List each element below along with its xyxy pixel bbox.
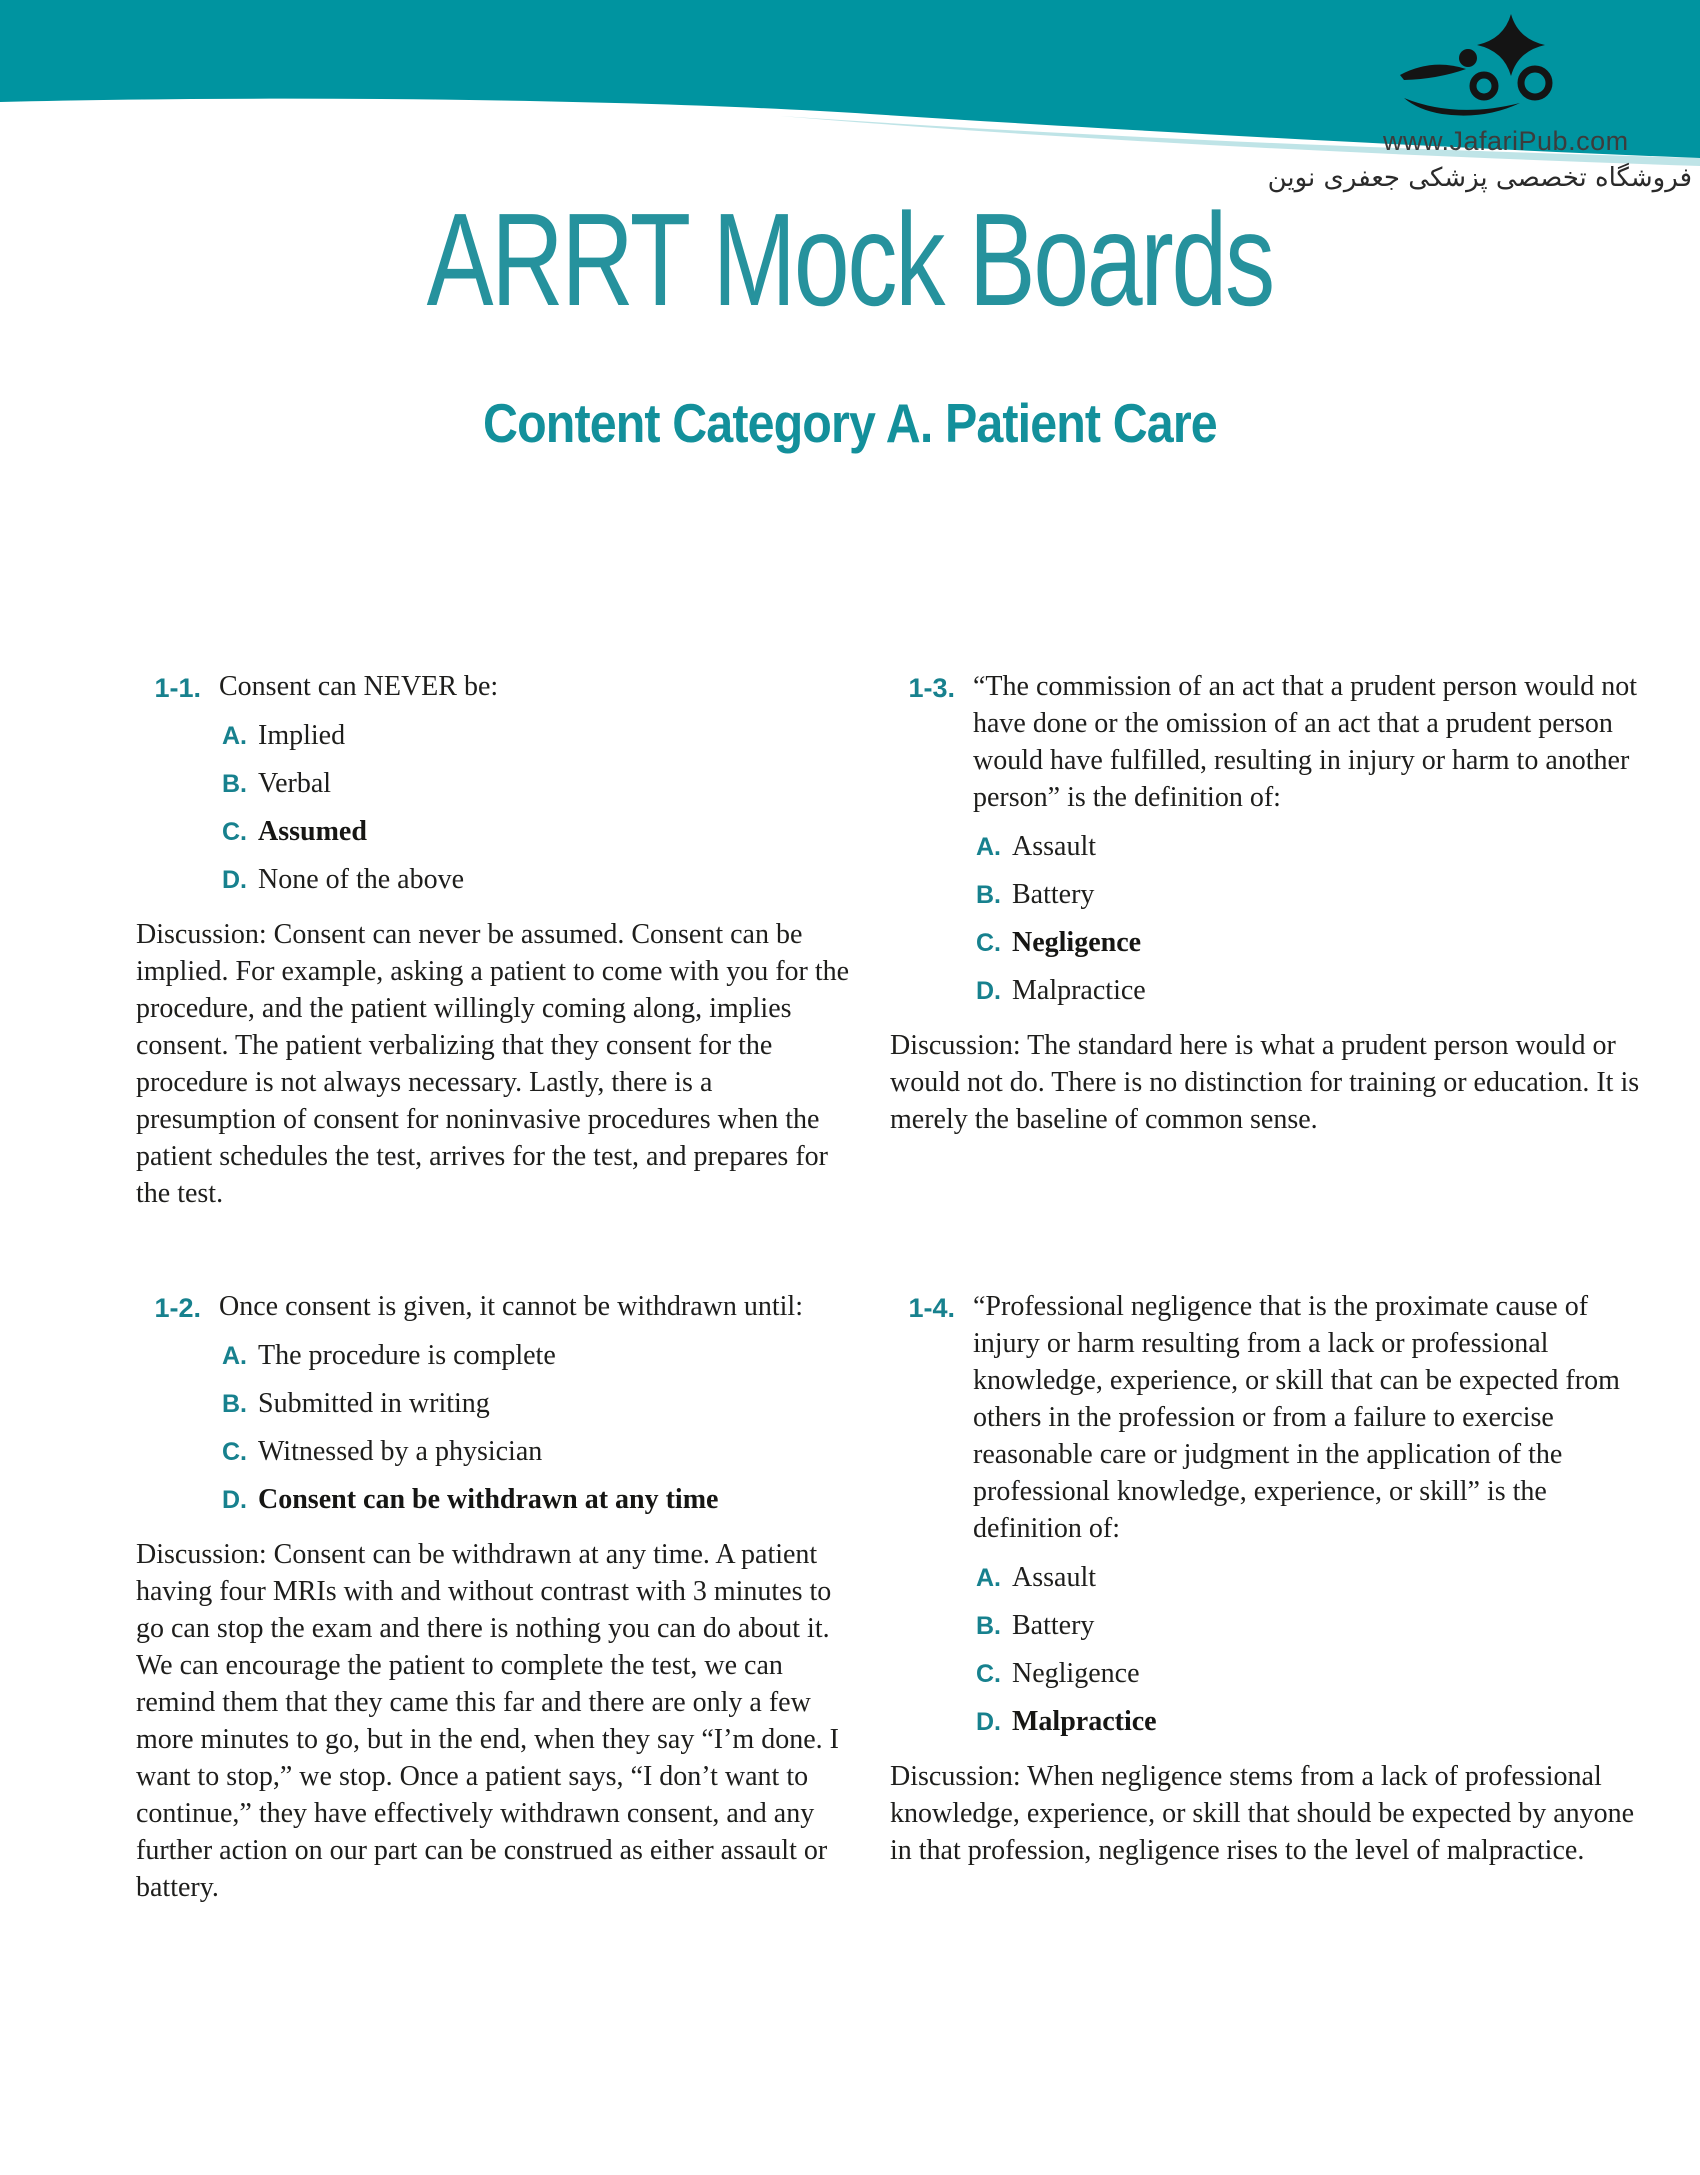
option-text: Witnessed by a physician — [258, 1436, 543, 1467]
option-letter: D. — [976, 977, 1001, 1005]
site-url: www.JafariPub.com — [1383, 126, 1629, 156]
option-text: Assumed — [258, 816, 367, 847]
question-head — [136, 668, 850, 705]
option-text: Battery — [1012, 1610, 1095, 1641]
questions-grid — [136, 668, 1648, 1906]
option-b — [976, 871, 1648, 919]
question-number: 1-2. — [154, 1293, 201, 1323]
option-b — [976, 1602, 1648, 1650]
option-d-correct — [976, 1698, 1648, 1746]
option-letter: D. — [976, 1708, 1001, 1736]
discussion-text: Discussion: The standard here is what a prudent person would or would not do. There is no distinction for training or education. It is merely the baseline of common sense. — [890, 1030, 1640, 1135]
question-number: 1-4. — [908, 1293, 955, 1323]
question-head — [890, 1288, 1648, 1547]
option-c-correct — [976, 919, 1648, 967]
option-letter: A. — [222, 722, 247, 750]
option-letter: B. — [222, 1390, 247, 1418]
option-c-correct — [222, 808, 850, 856]
option-text: Negligence — [1012, 1658, 1140, 1689]
discussion-text: Discussion: When negligence stems from a lack of professional knowledge, experience, or skill that should be expected by anyone in that profession, negligence rises to the level of malpractice. — [890, 1761, 1635, 1866]
options-list — [976, 1554, 1648, 1746]
option-c — [222, 1428, 850, 1476]
question-text: Consent can NEVER be: — [219, 671, 499, 702]
options-list — [976, 823, 1648, 1015]
option-letter: C. — [976, 1660, 1001, 1688]
option-d-correct — [222, 1476, 850, 1524]
discussion-text: Discussion: Consent can never be assumed. Consent can be implied. For example, asking a patient to come with you for the procedure, and the patient willingly coming along, implies consent. The patient verbalizing that they consent for the procedure is not always necessary. Lastly, there is a presumption of consent for noninvasive procedures when the patient schedules the test, arrives for the test, and prepares for the test. — [136, 919, 850, 1209]
option-letter: C. — [222, 818, 247, 846]
option-letter: D. — [222, 1486, 247, 1514]
option-text: Consent can be withdrawn at any time — [258, 1484, 719, 1515]
option-text: Verbal — [258, 768, 332, 799]
question-block-1-3 — [890, 668, 1648, 1212]
option-c — [976, 1650, 1648, 1698]
option-a — [976, 1554, 1648, 1602]
option-a — [222, 712, 850, 760]
option-a — [222, 1332, 850, 1380]
question-block-1-2 — [136, 1288, 850, 1906]
page-subtitle — [0, 392, 1700, 454]
question-number: 1-3. — [908, 673, 955, 703]
question-head — [136, 1288, 850, 1325]
option-text: Negligence — [1012, 927, 1142, 958]
option-b — [222, 760, 850, 808]
options-list — [222, 1332, 850, 1524]
question-number: 1-1. — [154, 673, 201, 703]
option-text: Implied — [258, 720, 346, 751]
page-subtitle-text: Content Category A. Patient Care — [483, 392, 1217, 454]
option-d — [976, 967, 1648, 1015]
option-a — [976, 823, 1648, 871]
option-letter: A. — [976, 1564, 1001, 1592]
question-text: “The commission of an act that a prudent person would not have done or the omission of an act that a prudent person would have fulfilled, resulting in injury or harm to another person” is the definition of: — [973, 671, 1638, 813]
question-block-1-4 — [890, 1288, 1648, 1906]
option-letter: C. — [222, 1438, 247, 1466]
option-letter: B. — [222, 770, 247, 798]
question-text: Once consent is given, it cannot be withdrawn until: — [219, 1291, 803, 1322]
option-text: Malpractice — [1012, 975, 1146, 1006]
option-d — [222, 856, 850, 904]
option-text: Assault — [1012, 831, 1096, 862]
option-text: None of the above — [258, 864, 465, 895]
question-head — [890, 668, 1648, 816]
options-list — [222, 712, 850, 904]
option-text: Battery — [1012, 879, 1095, 910]
option-b — [222, 1380, 850, 1428]
option-letter: D. — [222, 866, 247, 894]
site-tagline-farsi: فروشگاه تخصصی پزشکی جعفری نوین — [1267, 163, 1692, 193]
option-text: Assault — [1012, 1562, 1096, 1593]
option-letter: B. — [976, 1612, 1001, 1640]
option-letter: A. — [222, 1342, 247, 1370]
option-text: Malpractice — [1012, 1706, 1157, 1737]
option-letter: C. — [976, 929, 1001, 957]
page-title-text: ARRT Mock Boards — [426, 186, 1274, 333]
discussion-text: Discussion: Consent can be withdrawn at any time. A patient having four MRIs with and without contrast with 3 minutes to go can stop the exam and there is nothing you can do about it. We can encourage the patient to complete the test, we can remind them that they came this far and there are only a few more minutes to go, but in the end, when they say “I’m done. I want to stop,” we stop. Once a patient says, “I don’t want to continue,” they have effectively withdrawn consent, and any further action on our part can be construed as either assault or battery. — [136, 1539, 839, 1903]
option-letter: A. — [976, 833, 1001, 861]
question-text: “Professional negligence that is the proximate cause of injury or harm resulting from a lack or professional knowledge, experience, or skill that can be expected from others in the profession or from a failure to exercise reasonable care or judgment in the application of the professional knowledge, experience, or skill” is the definition of: — [973, 1291, 1620, 1544]
option-text: Submitted in writing — [258, 1388, 490, 1419]
question-block-1-1 — [136, 668, 850, 1212]
option-text: The procedure is complete — [258, 1340, 556, 1371]
jafari-pub-calligraphy-logo-icon — [1398, 12, 1573, 120]
page-title — [0, 186, 1700, 333]
option-letter: B. — [976, 881, 1001, 909]
